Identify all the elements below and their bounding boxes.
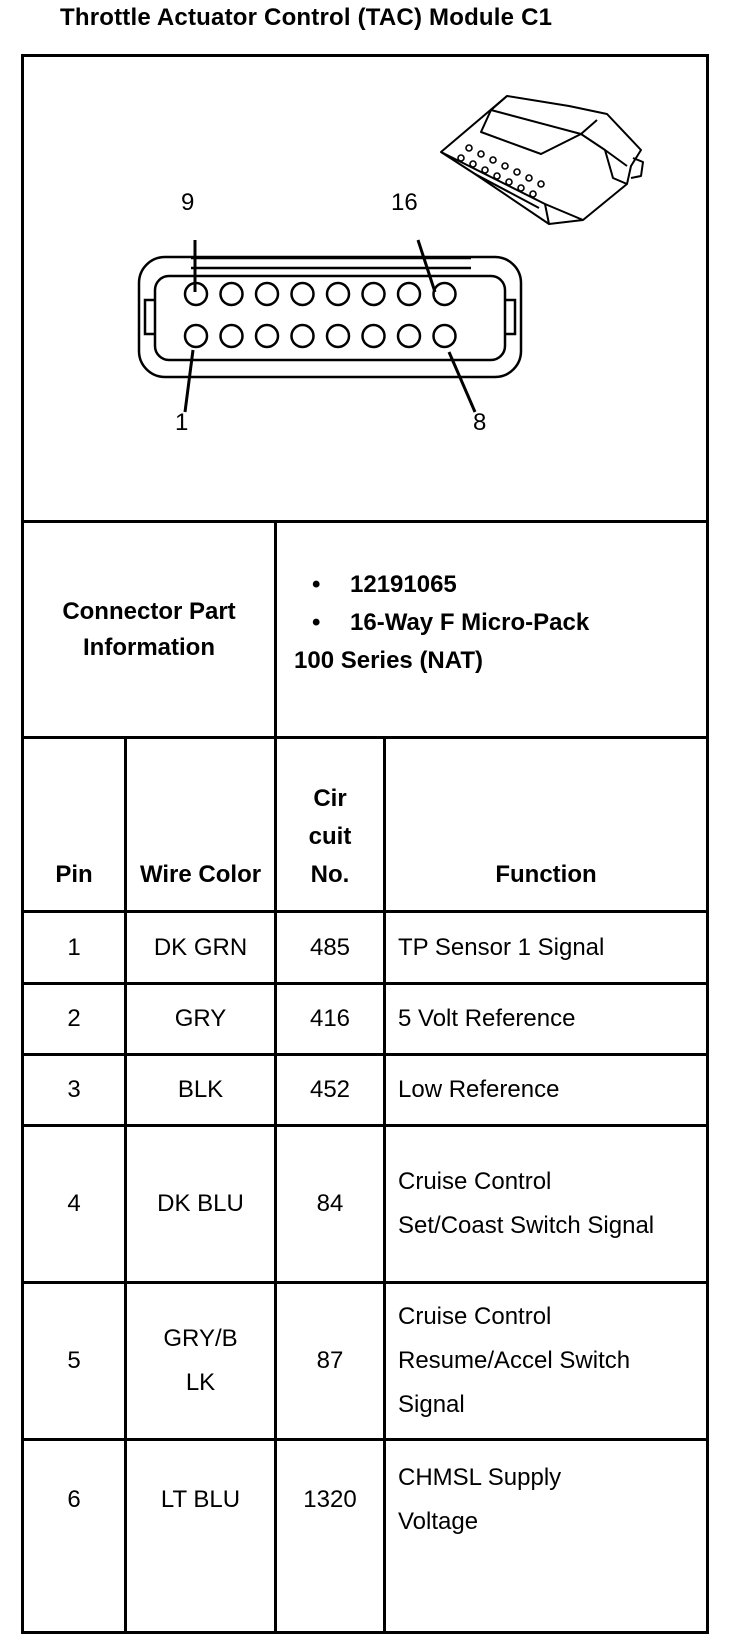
connector-pin-hole	[398, 325, 420, 347]
connector-pin-hole	[434, 325, 456, 347]
connector-pin-hole	[221, 325, 243, 347]
connector-pin-hole	[363, 283, 385, 305]
cell-wire-color: DK GRN	[153, 933, 248, 961]
cell-function: CHMSL Supply Voltage	[398, 1464, 562, 1535]
connector-pin-hole	[327, 325, 349, 347]
cell-pin: 4	[67, 1190, 81, 1217]
cell-wire-color: BLK	[177, 1076, 224, 1103]
cell-pin: 1	[67, 933, 81, 961]
connector-pin-hole	[363, 325, 385, 347]
document-title: Throttle Actuator Control (TAC) Module C1	[60, 4, 553, 31]
header-pin: Pin	[55, 861, 93, 888]
pin-label-9: 9	[181, 189, 195, 216]
connector-pin-hole	[256, 283, 278, 305]
cell-wire-color: GRY/B LK	[163, 1325, 238, 1396]
connector-info-item: • 12191065	[312, 571, 457, 598]
connector-pin-hole	[185, 325, 207, 347]
header-wire-color: Wire Color	[139, 861, 262, 888]
cell-function: 5 Volt Reference	[398, 1005, 576, 1032]
connector-info-label: Connector Part Information	[62, 597, 236, 661]
cell-wire-color: LT BLU	[160, 1486, 241, 1513]
connector-info-list	[294, 566, 590, 680]
connector-pin-hole	[292, 325, 314, 347]
connector-info-extra: 100 Series (NAT)	[294, 647, 483, 674]
cell-circuit: 452	[309, 1076, 351, 1103]
cell-pin: 6	[67, 1486, 81, 1513]
cell-circuit: 1320	[303, 1486, 357, 1513]
cell-function: TP Sensor 1 Signal	[398, 933, 605, 961]
cell-wire-color: DK BLU	[157, 1190, 244, 1217]
cell-pin: 5	[67, 1347, 81, 1374]
connector-info-item: • 16-Way F Micro-Pack	[312, 609, 590, 636]
pin-label-8: 8	[473, 409, 487, 436]
connector-pin-hole	[221, 283, 243, 305]
cell-pin: 3	[67, 1076, 81, 1103]
cell-circuit: 87	[316, 1347, 344, 1374]
pin-label-16: 16	[391, 189, 418, 216]
cell-function: Cruise Control Set/Coast Switch Signal	[398, 1168, 655, 1239]
cell-circuit: 485	[309, 933, 351, 961]
connector-pin-hole	[327, 283, 349, 305]
pin-label-1: 1	[175, 409, 189, 436]
cell-pin: 2	[67, 1005, 81, 1032]
connector-pin-hole	[434, 283, 456, 305]
connector-pin-hole	[292, 283, 314, 305]
header-function: Function	[495, 861, 597, 888]
connector-diagram	[21, 54, 709, 550]
cell-wire-color: GRY	[174, 1005, 227, 1032]
cell-function: Low Reference	[398, 1076, 560, 1103]
connector-pin-hole	[256, 325, 278, 347]
header-circuit-no: Cir cuit No.	[308, 785, 352, 888]
cell-circuit: 416	[309, 1005, 351, 1032]
cell-function: Cruise Control Resume/Accel Switch Signal	[398, 1303, 631, 1418]
connector-pin-hole	[398, 283, 420, 305]
cell-circuit: 84	[316, 1190, 344, 1217]
connector-3d-illustration	[441, 96, 643, 224]
